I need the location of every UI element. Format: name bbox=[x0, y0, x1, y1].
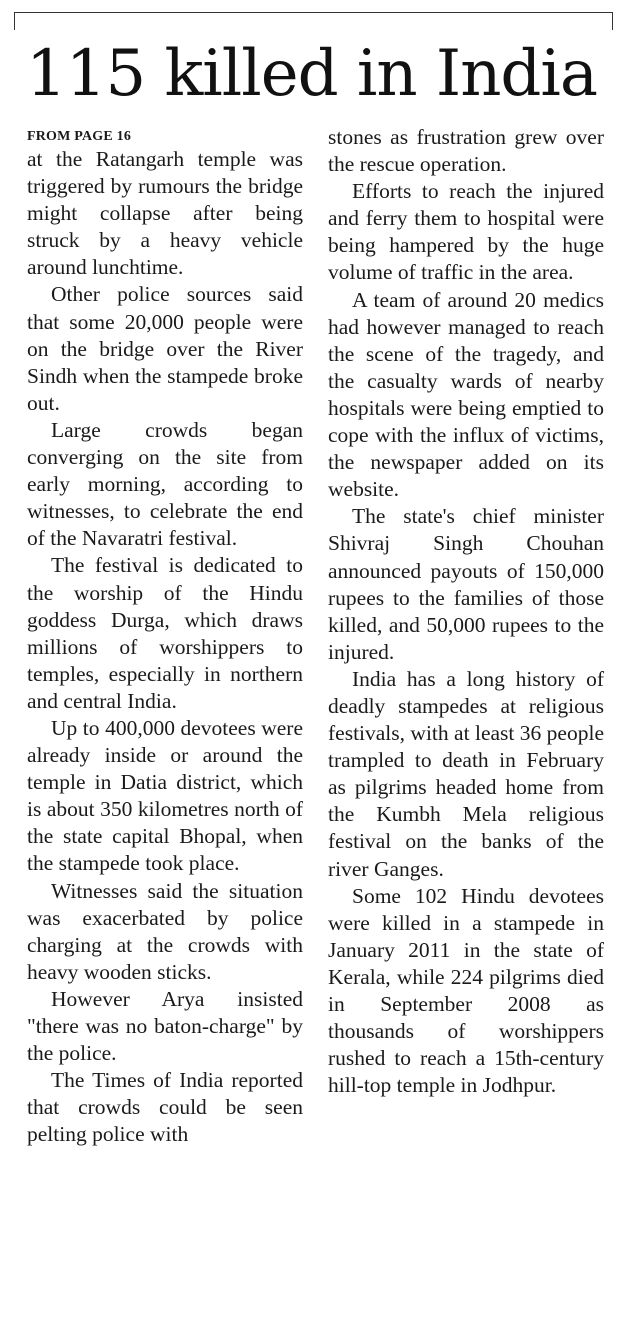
paragraph: India has a long history of deadly stampedes at religious festivals, with at least 36 people trampled to death in February as pilgrims headed home from the Kumbh Mela religious festival on the banks of the river Ganges. bbox=[328, 666, 604, 881]
paragraph: The Times of India reported that crowds could be seen pelting police with bbox=[27, 1068, 303, 1147]
article-column-right bbox=[328, 124, 604, 1099]
paragraph: stones as frustration grew over the rescue operation. bbox=[328, 125, 604, 177]
folio-from-page: FROM PAGE 16 bbox=[27, 129, 132, 144]
paragraph: Efforts to reach the injured and ferry them to hospital were being hampered by the huge volume of traffic in the area. bbox=[328, 179, 604, 285]
paragraph: Large crowds began converging on the site from early morning, according to witnesses, to celebrate the end of the Navaratri festival. bbox=[27, 417, 303, 551]
left-rule bbox=[14, 12, 15, 30]
paragraph: A team of around 20 medics had however managed to reach the scene of the tragedy, and the casualty wards of nearby hospitals were being emptied to cope with the influx of victims, the newspaper added on its website. bbox=[328, 287, 604, 502]
right-rule bbox=[612, 12, 613, 30]
headline: 115 killed in India bbox=[26, 37, 597, 111]
paragraph: However Arya insisted "there was no baton-charge" by the police. bbox=[27, 986, 303, 1066]
paragraph: Some 102 Hindu devotees were killed in a stampede in January 2011 in the state of Kerala, while 224 pilgrims died in September 2008 as thousands of worshippers rushed to reach a 15th-century hill-top temple in Jodhpur. bbox=[328, 883, 604, 1098]
paragraph: The festival is dedicated to the worship of the Hindu goddess Durga, which draws millions of worshippers to temples, especially in northern and central India. bbox=[27, 553, 303, 713]
article-column-left bbox=[27, 128, 303, 1148]
paragraph: Witnesses said the situation was exacerbated by police charging at the crowds with heavy wooden sticks. bbox=[27, 878, 303, 984]
paragraph: at the Ratangarh temple was triggered by rumours the bridge might collapse after being struck by a heavy vehicle around lunchtime. bbox=[27, 147, 303, 280]
paragraph: The state's chief minister Shivraj Singh Chouhan announced payouts of 150,000 rupees to the families of those killed, and 50,000 rupees to the injured. bbox=[328, 504, 604, 664]
top-rule bbox=[14, 12, 613, 13]
paragraph: Other police sources said that some 20,000 people were on the bridge over the River Sindh when the stampede broke out. bbox=[27, 282, 303, 415]
paragraph: Up to 400,000 devotees were already inside or around the temple in Datia district, which is about 350 kilometres north of the state capital Bhopal, when the stampede took place. bbox=[27, 715, 303, 876]
